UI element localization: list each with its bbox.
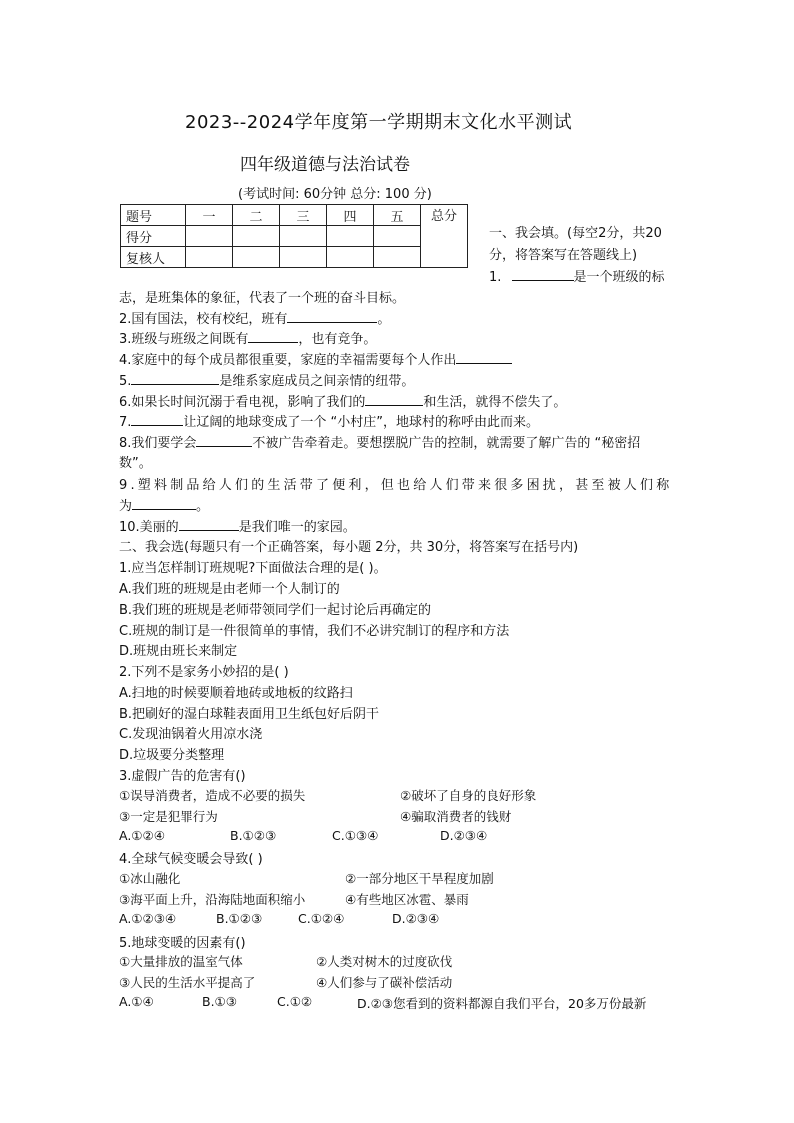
mc-choice: D.②③您看到的资料都源自我们平台，20多万份最新 (357, 996, 647, 1011)
answer-blank[interactable] (132, 496, 196, 510)
question-text: 和生活，就得不偿失了。 (423, 395, 567, 410)
mc-option: B.我们班的班规是老师带领同学们一起讨论后再确定的 (119, 603, 432, 618)
answer-blank[interactable] (248, 329, 298, 343)
score-table-header-cell: 一 (186, 205, 233, 226)
statement-item: ③人民的生活水平提高了 (119, 975, 256, 990)
question-8-cont: 数”。 (119, 456, 152, 471)
score-table-row (121, 247, 468, 268)
score-table-header-cell: 四 (327, 205, 374, 226)
question-8 (119, 432, 640, 451)
question-text: 5. (119, 374, 132, 389)
section1-heading-cont: 分，将答案写在答题线上) (489, 248, 638, 263)
statement-item: ①误导消费者，造成不必要的损失 (119, 788, 306, 803)
mc-choice: D.②③④ (440, 828, 488, 843)
statement-item: ②人类对树木的过度砍伐 (316, 954, 453, 969)
mc-option: A.扫地的时候要顺着地砖或地板的纹路扫 (119, 686, 353, 701)
statement-item: ③海平面上升，沿海陆地面积缩小 (119, 892, 306, 907)
question-text: 6.如果长时间沉溺于看电视，影响了我们的 (119, 395, 366, 410)
statement-item: ③一定是犯罪行为 (119, 809, 218, 824)
score-cell[interactable] (374, 226, 421, 247)
mc-choice: D.②③④ (392, 911, 440, 926)
question-number: 1. (489, 270, 502, 285)
question-text: 。 (377, 312, 391, 327)
answer-blank[interactable] (131, 371, 219, 385)
section2-heading: 二、我会选(每题只有一个正确答案，每小题 2分，共 30分，将答案写在括号内) (119, 540, 579, 555)
question-text: 7. (119, 415, 132, 430)
statement-item: ①大量排放的温室气体 (119, 954, 243, 969)
question-text: 为 (119, 499, 133, 514)
question-4 (119, 349, 512, 368)
question-1 (489, 266, 665, 285)
mc-option: C.班规的制订是一件很简单的事情，我们不必讲究制订的程序和方法 (119, 624, 510, 639)
answer-blank[interactable] (512, 267, 574, 281)
mc-choice: A.①④ (119, 994, 154, 1009)
score-cell[interactable] (233, 247, 280, 268)
question-3 (119, 328, 376, 347)
answer-blank[interactable] (287, 309, 377, 323)
statement-item: ④有些地区冰雹、暴雨 (345, 892, 469, 907)
mc-choice: C.①③④ (332, 828, 379, 843)
question-text: 10.美丽的 (119, 520, 179, 535)
question-9: 9.塑料制品给人们的生活带了便利，但也给人们带来很多困扰，甚至被人们称 (119, 478, 673, 493)
mc-choice: A.①②③④ (119, 911, 177, 926)
mc-choice: B.①③ (202, 994, 237, 1009)
question-text: 。 (196, 499, 210, 514)
question-2 (119, 308, 390, 327)
mc-question-4: 4.全球气候变暖会导致( ) (119, 852, 263, 867)
exam-title: 2023--2024学年度第一学期期末文化水平测试 (185, 112, 573, 133)
answer-blank[interactable] (196, 433, 252, 447)
score-table-header-cell: 二 (233, 205, 280, 226)
question-text: 3.班级与班级之间既有 (119, 332, 249, 347)
mc-option: B.把刷好的湿白球鞋表面用卫生纸包好后阴干 (119, 707, 380, 722)
exam-time-info: (考试时间: 60分钟 总分: 100 分) (238, 187, 432, 202)
score-cell[interactable] (186, 247, 233, 268)
question-10 (119, 516, 356, 535)
mc-option: A.我们班的班规是由老师一个人制订的 (119, 582, 340, 597)
answer-blank[interactable] (456, 350, 512, 364)
question-text: 2.国有国法，校有校纪，班有 (119, 312, 288, 327)
mc-question-5: 5.地球变暖的因素有() (119, 936, 246, 951)
question-text: 8.我们要学会 (119, 436, 197, 451)
question-text: 不被广告牵着走。要想摆脱广告的控制，就需要了解广告的 “秘密招 (252, 436, 641, 451)
statement-item: ④人们参与了碳补偿活动 (316, 975, 453, 990)
exam-subtitle: 四年级道德与法治试卷 (240, 155, 410, 175)
question-9-cont (119, 495, 209, 514)
score-table (120, 204, 468, 268)
mc-question-1: 1.应当怎样制订班规呢?下面做法合理的是( )。 (119, 561, 387, 576)
mc-choice: A.①②④ (119, 828, 165, 843)
question-1-cont: 志，是班集体的象征，代表了一个班的奋斗目标。 (119, 291, 406, 306)
mc-choice: C.①②④ (298, 911, 345, 926)
statement-item: ②破坏了自身的良好形象 (400, 788, 537, 803)
question-6 (119, 391, 566, 410)
answer-blank[interactable] (179, 517, 239, 531)
statement-item: ④骗取消费者的钱财 (400, 809, 512, 824)
score-row-label: 复核人 (121, 247, 186, 268)
question-text: 是我们唯一的家园。 (238, 520, 356, 535)
question-text: 是一个班级的标 (573, 270, 665, 285)
mc-question-3: 3.虚假广告的危害有() (119, 769, 246, 784)
score-cell[interactable] (327, 247, 374, 268)
score-table-row (121, 226, 468, 247)
question-5 (119, 370, 414, 389)
score-row-label: 得分 (121, 226, 186, 247)
answer-blank[interactable] (365, 392, 423, 406)
score-table-header-cell: 三 (280, 205, 327, 226)
mc-option: C.发现油锅着火用凉水浇 (119, 727, 263, 742)
mc-question-2: 2.下列不是家务小妙招的是( ) (119, 665, 289, 680)
answer-blank[interactable] (131, 412, 183, 426)
score-table-header-cell: 五 (374, 205, 421, 226)
score-cell[interactable] (280, 226, 327, 247)
score-cell[interactable] (186, 226, 233, 247)
score-table-total-cell: 总分 (421, 205, 468, 268)
score-cell[interactable] (327, 226, 374, 247)
question-text: 让辽阔的地球变成了一个 “小村庄”，地球村的称呼由此而来。 (183, 415, 540, 430)
mc-option: D.垃圾要分类整理 (119, 748, 225, 763)
score-cell[interactable] (280, 247, 327, 268)
mc-choice: B.①②③ (216, 911, 263, 926)
question-text: 是维系家庭成员之间亲情的纽带。 (219, 374, 415, 389)
statement-item: ①冰山融化 (119, 871, 181, 886)
score-table-header-cell: 题号 (121, 205, 186, 226)
mc-choice: C.①② (277, 994, 313, 1009)
mc-option: D.班规由班长来制定 (119, 644, 238, 659)
mc-choice: B.①②③ (230, 828, 277, 843)
question-7 (119, 411, 539, 430)
statement-item: ②一部分地区干旱程度加剧 (345, 871, 494, 886)
score-cell[interactable] (374, 247, 421, 268)
question-text: 4.家庭中的每个成员都很重要，家庭的幸福需要每个人作出 (119, 353, 457, 368)
score-table-header-row (121, 205, 468, 226)
score-cell[interactable] (233, 226, 280, 247)
question-text: ，也有竞争。 (298, 332, 377, 347)
section1-heading: 一、我会填。(每空2分，共20 (489, 226, 662, 241)
